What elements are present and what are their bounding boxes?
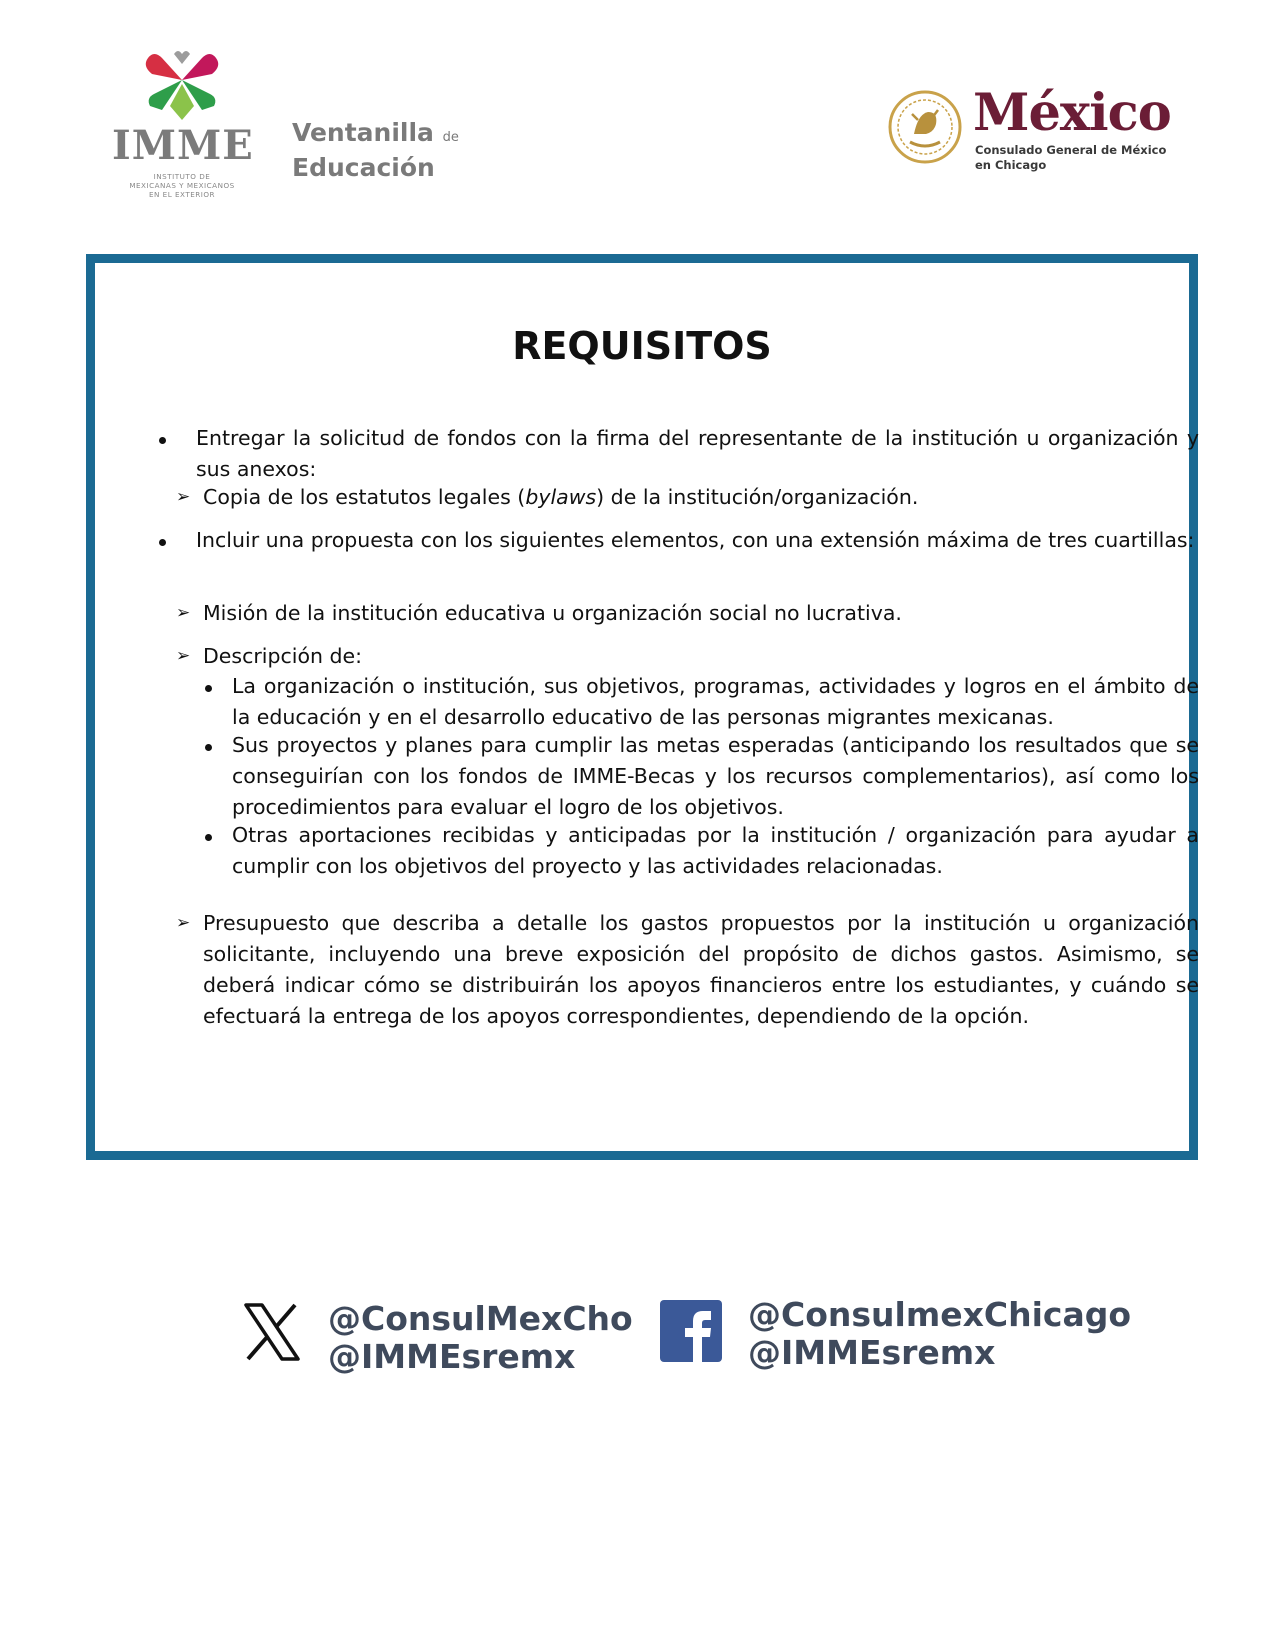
subitem-text: ) de la institución/organización. [596,485,919,509]
x-logo-icon [243,1303,301,1361]
imme-subtitle [112,172,252,199]
bullet-dot-icon [205,744,212,751]
bullet-dot-icon [205,685,212,692]
bullet-dot-icon [159,437,166,444]
list-item: Incluir una propuesta con los siguientes elementos, con una extensión máxima de tres cuartillas: [196,528,1195,552]
imme-emblem-icon [140,50,224,122]
x-handle-consulmexcho[interactable]: @ConsulMexCho [328,1299,633,1338]
facebook-icon [660,1300,722,1362]
imme-subtitle-line: INSTITUTO DE [153,172,211,181]
requirements-box [86,254,1198,1160]
imme-logo [112,50,252,200]
list-item: Entregar la solicitud de fondos con la firma del representante de la institución u organización y sus anexos: [196,426,1199,481]
list-subsubitem: Otras aportaciones recibidas y anticipadas por la institución / organización para ayudar a cumplir con los objetivos del proyecto y las actividades relacionadas. [232,823,1199,878]
subitem-italic: bylaws [525,485,597,509]
imme-subtitle-line: MEXICANAS Y MEXICANOS [129,181,235,190]
ventanilla-line1 [292,118,492,153]
list-subitem: Presupuesto que describa a detalle los gastos propuestos por la institución u organización solicitante, incluyendo una breve exposición del propósito de dichos gastos. Asimismo, se deberá indicar cómo se distribuirán los apoyos financieros entre los estudiantes, y cuándo se efectuará la entrega de los apoyos correspondientes, dependiendo de la opción. [203,911,1199,1028]
list-subsubitem: La organización o institución, sus objetivos, programas, actividades y logros en el ámbito de la educación y en el desarrollo educativo de las personas migrantes mexicanas. [232,674,1199,729]
list-subitem: Descripción de: [203,644,363,668]
consulado-line2: en Chicago [975,158,1047,172]
ventanilla-line2: Educación [292,153,435,182]
list-subitem [203,482,1199,513]
ventanilla-word: Ventanilla [292,118,434,147]
fb-handle-consulmexchicago[interactable]: @ConsulmexChicago [748,1295,1132,1334]
arrow-bullet-icon: ➢ [176,603,191,623]
mexico-coat-of-arms-icon [888,90,962,164]
requirements-title: REQUISITOS [512,324,772,368]
arrow-bullet-icon: ➢ [176,913,191,933]
mexico-wordmark: México [973,83,1171,143]
subitem-text: Copia de los estatutos legales ( [203,485,526,509]
bullet-dot-icon [205,834,212,841]
list-subitem: Misión de la institución educativa u organización social no lucrativa. [203,601,902,625]
ventanilla-educacion-logo [292,118,492,183]
list-subsubitem: Sus proyectos y planes para cumplir las metas esperadas (anticipando los resultados que se conseguirían con los fondos de IMME-Becas y los recursos complementarios), así como los procedimientos para evaluar el logro de los objetivos. [232,733,1199,819]
consulado-line1: Consulado General de México [975,143,1167,157]
fb-handle-immesremx[interactable]: @IMMEsremx [748,1333,996,1372]
imme-wordmark: IMME [112,122,254,169]
arrow-bullet-icon: ➢ [176,646,191,666]
x-handle-immesremx[interactable]: @IMMEsremx [328,1337,576,1376]
consulado-subtitle [975,143,1175,173]
ventanilla-de: de [442,130,459,145]
imme-subtitle-line: EN EL EXTERIOR [148,190,216,199]
arrow-bullet-icon: ➢ [176,487,191,507]
bullet-dot-icon [159,539,166,546]
